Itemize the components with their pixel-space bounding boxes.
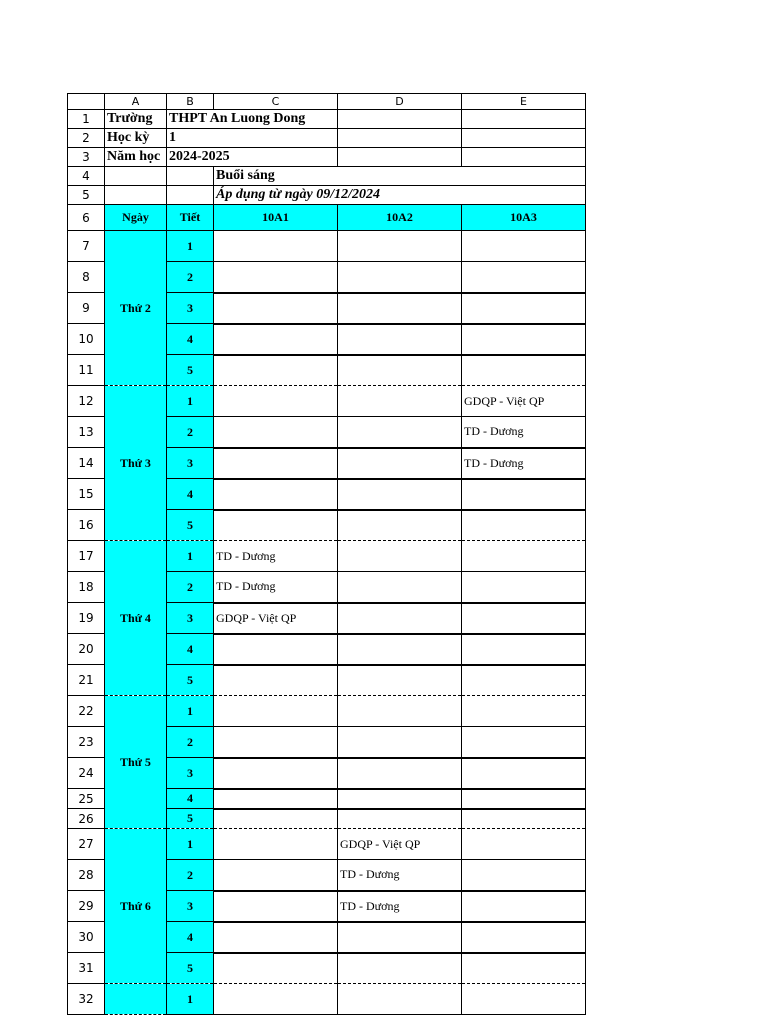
period-cell[interactable]: 5: [167, 809, 214, 829]
schedule-cell-10a2[interactable]: [338, 696, 462, 727]
period-cell[interactable]: 5: [167, 665, 214, 696]
schedule-cell-10a1[interactable]: GDQP - Việt QP: [214, 603, 338, 634]
period-cell[interactable]: 1: [167, 696, 214, 727]
period-cell[interactable]: 3: [167, 448, 214, 479]
schedule-cell-10a3[interactable]: [462, 758, 586, 789]
sheet-row-5: [68, 186, 586, 205]
schedule-cell-10a3[interactable]: [462, 809, 586, 829]
schedule-cell-10a3[interactable]: [462, 603, 586, 634]
period-cell[interactable]: 4: [167, 922, 214, 953]
row-number[interactable]: 22: [68, 696, 105, 727]
row-number[interactable]: 21: [68, 665, 105, 696]
cell-a4[interactable]: [105, 167, 167, 186]
schedule-cell-10a1[interactable]: [214, 510, 338, 541]
row-number[interactable]: 8: [68, 262, 105, 293]
schedule-cell-10a2[interactable]: [338, 324, 462, 355]
column-header-c[interactable]: C: [214, 94, 338, 110]
period-cell[interactable]: 2: [167, 860, 214, 891]
row-number[interactable]: 19: [68, 603, 105, 634]
schedule-cell-10a3[interactable]: [462, 922, 586, 953]
schedule-cell-10a3[interactable]: [462, 541, 586, 572]
row-number[interactable]: 11: [68, 355, 105, 386]
row-number[interactable]: 14: [68, 448, 105, 479]
schedule-cell-10a3[interactable]: TD - Dương: [462, 417, 586, 448]
schedule-cell-10a3[interactable]: [462, 953, 586, 984]
schedule-cell-10a2[interactable]: [338, 603, 462, 634]
schedule-cell-10a2[interactable]: [338, 809, 462, 829]
period-cell[interactable]: 4: [167, 634, 214, 665]
period-cell[interactable]: 3: [167, 603, 214, 634]
schedule-cell-10a2[interactable]: [338, 634, 462, 665]
year-value[interactable]: 2024-2025: [167, 148, 338, 167]
schedule-cell-10a1[interactable]: [214, 758, 338, 789]
period-cell[interactable]: 1: [167, 984, 214, 1015]
schedule-cell-10a2[interactable]: [338, 953, 462, 984]
row-number[interactable]: 30: [68, 922, 105, 953]
schedule-cell-10a3[interactable]: [462, 984, 586, 1015]
table-row: [68, 984, 586, 1015]
schedule-cell-10a3[interactable]: [462, 696, 586, 727]
period-cell[interactable]: 5: [167, 355, 214, 386]
schedule-cell-10a3[interactable]: [462, 572, 586, 603]
cell-b4[interactable]: [167, 167, 214, 186]
schedule-cell-10a1[interactable]: [214, 984, 338, 1015]
schedule-cell-10a2[interactable]: [338, 355, 462, 386]
sheet-row-2: [68, 129, 586, 148]
row-number[interactable]: 16: [68, 510, 105, 541]
schedule-cell-10a2[interactable]: [338, 984, 462, 1015]
row-number[interactable]: 32: [68, 984, 105, 1015]
schedule-cell-10a1[interactable]: TD - Dương: [214, 572, 338, 603]
cell-a5[interactable]: [105, 186, 167, 205]
period-cell[interactable]: 4: [167, 479, 214, 510]
schedule-cell-10a1[interactable]: [214, 809, 338, 829]
schedule-cell-10a3[interactable]: [462, 860, 586, 891]
session-title[interactable]: Buổi sáng: [214, 167, 586, 186]
period-cell[interactable]: 2: [167, 262, 214, 293]
schedule-cell-10a3[interactable]: [462, 510, 586, 541]
cell-b5[interactable]: [167, 186, 214, 205]
period-cell[interactable]: 5: [167, 510, 214, 541]
schedule-cell-10a3[interactable]: [462, 829, 586, 860]
row-number[interactable]: 17: [68, 541, 105, 572]
period-cell[interactable]: 2: [167, 417, 214, 448]
schedule-cell-10a1[interactable]: [214, 696, 338, 727]
period-cell[interactable]: 2: [167, 727, 214, 758]
schedule-cell-10a2[interactable]: [338, 727, 462, 758]
header-class-10a1[interactable]: 10A1: [214, 205, 338, 231]
schedule-cell-10a2[interactable]: [338, 758, 462, 789]
column-header-a[interactable]: A: [105, 94, 167, 110]
table-row: [68, 541, 586, 572]
corner-cell[interactable]: [68, 94, 105, 110]
schedule-cell-10a1[interactable]: [214, 727, 338, 758]
day-cell[interactable]: [105, 984, 167, 1015]
schedule-cell-10a1[interactable]: [214, 417, 338, 448]
row-number[interactable]: 18: [68, 572, 105, 603]
row-number[interactable]: 20: [68, 634, 105, 665]
schedule-cell-10a3[interactable]: [462, 231, 586, 262]
table-row: [68, 386, 586, 417]
schedule-cell-10a2[interactable]: [338, 262, 462, 293]
school-value[interactable]: THPT An Luong Dong: [167, 110, 338, 129]
schedule-cell-10a1[interactable]: [214, 829, 338, 860]
row-number[interactable]: 15: [68, 479, 105, 510]
sheet-row-4: [68, 167, 586, 186]
row-number[interactable]: 31: [68, 953, 105, 984]
schedule-cell-10a1[interactable]: [214, 355, 338, 386]
schedule-cell-10a1[interactable]: [214, 479, 338, 510]
schedule-cell-10a1[interactable]: [214, 386, 338, 417]
schedule-cell-10a2[interactable]: [338, 922, 462, 953]
row-number[interactable]: 1: [68, 110, 105, 129]
schedule-cell-10a3[interactable]: GDQP - Việt QP: [462, 386, 586, 417]
cell-e2[interactable]: [462, 129, 586, 148]
schedule-cell-10a1[interactable]: [214, 665, 338, 696]
period-cell[interactable]: 3: [167, 891, 214, 922]
row-number[interactable]: 7: [68, 231, 105, 262]
header-period[interactable]: Tiết: [167, 205, 214, 231]
period-cell[interactable]: 5: [167, 953, 214, 984]
row-number[interactable]: 29: [68, 891, 105, 922]
day-cell[interactable]: Thứ 6: [105, 829, 167, 984]
period-cell[interactable]: 3: [167, 758, 214, 789]
schedule-cell-10a2[interactable]: TD - Dương: [338, 860, 462, 891]
schedule-cell-10a2[interactable]: [338, 293, 462, 324]
schedule-cell-10a1[interactable]: [214, 231, 338, 262]
table-row: [68, 829, 586, 860]
row-number[interactable]: 9: [68, 293, 105, 324]
schedule-cell-10a2[interactable]: [338, 541, 462, 572]
period-cell[interactable]: 3: [167, 293, 214, 324]
schedule-cell-10a2[interactable]: [338, 789, 462, 809]
table-header-row: [68, 205, 586, 231]
period-cell[interactable]: 1: [167, 231, 214, 262]
header-class-10a2[interactable]: 10A2: [338, 205, 462, 231]
schedule-cell-10a3[interactable]: [462, 634, 586, 665]
schedule-cell-10a3[interactable]: TD - Dương: [462, 448, 586, 479]
row-number[interactable]: 23: [68, 727, 105, 758]
row-number[interactable]: 26: [68, 809, 105, 829]
header-class-10a3[interactable]: 10A3: [462, 205, 586, 231]
schedule-cell-10a2[interactable]: [338, 572, 462, 603]
period-cell[interactable]: 1: [167, 829, 214, 860]
schedule-cell-10a3[interactable]: [462, 891, 586, 922]
period-cell[interactable]: 1: [167, 541, 214, 572]
period-cell[interactable]: 2: [167, 572, 214, 603]
sheet-row-1: [68, 110, 586, 129]
schedule-cell-10a2[interactable]: [338, 510, 462, 541]
period-cell[interactable]: 4: [167, 789, 214, 809]
schedule-cell-10a2[interactable]: [338, 386, 462, 417]
day-cell[interactable]: Thứ 2: [105, 231, 167, 386]
sheet-row-3: [68, 148, 586, 167]
schedule-cell-10a1[interactable]: [214, 860, 338, 891]
term-label[interactable]: Học kỳ: [105, 129, 167, 148]
schedule-cell-10a1[interactable]: [214, 953, 338, 984]
row-number[interactable]: 28: [68, 860, 105, 891]
table-row: [68, 231, 586, 262]
cell-d3[interactable]: [338, 148, 462, 167]
schedule-cell-10a2[interactable]: [338, 417, 462, 448]
row-number[interactable]: 25: [68, 789, 105, 809]
cell-e3[interactable]: [462, 148, 586, 167]
row-number[interactable]: 6: [68, 205, 105, 231]
row-number[interactable]: 12: [68, 386, 105, 417]
day-cell[interactable]: Thứ 4: [105, 541, 167, 696]
timetable-sheet: [67, 93, 586, 1015]
school-label[interactable]: Trường: [105, 110, 167, 129]
row-number[interactable]: 4: [68, 167, 105, 186]
schedule-cell-10a1[interactable]: [214, 448, 338, 479]
row-number[interactable]: 13: [68, 417, 105, 448]
schedule-cell-10a1[interactable]: [214, 293, 338, 324]
schedule-cell-10a2[interactable]: [338, 231, 462, 262]
schedule-cell-10a3[interactable]: [462, 355, 586, 386]
term-value[interactable]: 1: [167, 129, 338, 148]
column-header-d[interactable]: D: [338, 94, 462, 110]
row-number[interactable]: 2: [68, 129, 105, 148]
schedule-cell-10a1[interactable]: TD - Dương: [214, 541, 338, 572]
schedule-cell-10a3[interactable]: [462, 789, 586, 809]
schedule-cell-10a1[interactable]: [214, 891, 338, 922]
schedule-cell-10a3[interactable]: [462, 262, 586, 293]
schedule-cell-10a1[interactable]: [214, 789, 338, 809]
schedule-cell-10a3[interactable]: [462, 479, 586, 510]
cell-d1[interactable]: [338, 110, 462, 129]
schedule-cell-10a1[interactable]: [214, 262, 338, 293]
row-number[interactable]: 3: [68, 148, 105, 167]
schedule-cell-10a1[interactable]: [214, 324, 338, 355]
schedule-cell-10a2[interactable]: TD - Dương: [338, 891, 462, 922]
day-cell[interactable]: Thứ 3: [105, 386, 167, 541]
schedule-cell-10a2[interactable]: [338, 665, 462, 696]
schedule-cell-10a3[interactable]: [462, 665, 586, 696]
schedule-cell-10a2[interactable]: [338, 479, 462, 510]
schedule-cell-10a3[interactable]: [462, 324, 586, 355]
schedule-cell-10a3[interactable]: [462, 293, 586, 324]
table-row: [68, 696, 586, 727]
period-cell[interactable]: 4: [167, 324, 214, 355]
column-header-b[interactable]: B: [167, 94, 214, 110]
year-label[interactable]: Năm học: [105, 148, 167, 167]
column-header-row: [68, 94, 586, 110]
header-day[interactable]: Ngày: [105, 205, 167, 231]
period-cell[interactable]: 1: [167, 386, 214, 417]
day-cell[interactable]: Thứ 5: [105, 696, 167, 829]
cell-d2[interactable]: [338, 129, 462, 148]
schedule-cell-10a3[interactable]: [462, 727, 586, 758]
schedule-cell-10a2[interactable]: GDQP - Việt QP: [338, 829, 462, 860]
row-number[interactable]: 24: [68, 758, 105, 789]
row-number[interactable]: 10: [68, 324, 105, 355]
row-number[interactable]: 5: [68, 186, 105, 205]
apply-date[interactable]: Áp dụng từ ngày 09/12/2024: [214, 186, 586, 205]
schedule-cell-10a1[interactable]: [214, 922, 338, 953]
cell-e1[interactable]: [462, 110, 586, 129]
row-number[interactable]: 27: [68, 829, 105, 860]
schedule-cell-10a1[interactable]: [214, 634, 338, 665]
column-header-e[interactable]: E: [462, 94, 586, 110]
schedule-cell-10a2[interactable]: [338, 448, 462, 479]
